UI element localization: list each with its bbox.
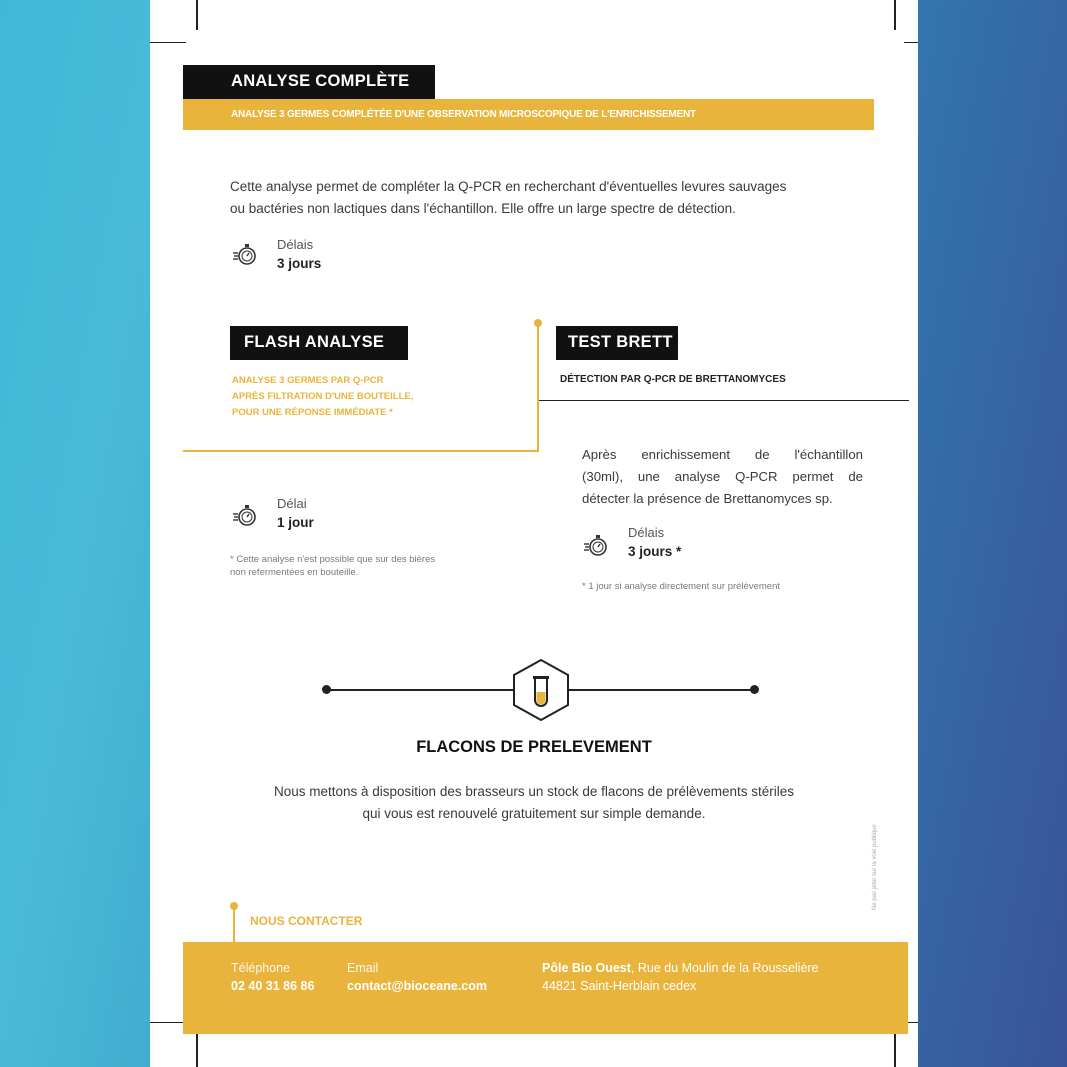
- description-line: ou bactéries non lactiques dans l'échantillon. Elle offre un large spectre de détection.: [230, 201, 736, 216]
- flash-analyse-delay-value: 1 jour: [277, 515, 314, 530]
- crop-mark: [904, 42, 918, 43]
- gold-divider-vertical: [233, 908, 235, 942]
- stopwatch-icon: [583, 532, 609, 558]
- note-line: * Cette analyse n'est possible que sur des bières: [230, 554, 436, 565]
- crop-mark: [196, 1034, 198, 1067]
- flash-analyse-note: [230, 553, 520, 579]
- email-label: Email: [347, 961, 379, 975]
- crop-mark: [150, 42, 186, 43]
- crop-mark: [196, 0, 198, 30]
- crop-mark: [150, 1022, 186, 1023]
- analyse-complete-subtitle: ANALYSE 3 GERMES COMPLÉTÉE D'UNE OBSERVATION MICROSCOPIQUE DE L'ENRICHISSEMENT: [183, 99, 874, 130]
- address-line1: [542, 961, 819, 975]
- analyse-complete-delay-value: 3 jours: [277, 256, 322, 271]
- test-brett-description: [582, 444, 863, 510]
- note-line: non refermentées en bouteille.: [230, 567, 359, 578]
- test-brett-delay-label: Délais: [628, 525, 665, 540]
- gold-divider: [183, 450, 538, 452]
- document-page: [150, 0, 918, 1067]
- analyse-complete-description: [230, 176, 890, 220]
- description-line: Après enrichissement de l'échantillon: [582, 447, 863, 462]
- subtitle-line: POUR UNE RÉPONSE IMMÉDIATE *: [232, 407, 393, 418]
- test-brett-delay-value: 3 jours *: [628, 544, 682, 559]
- flash-analyse-title: FLASH ANALYSE: [230, 326, 408, 360]
- flacons-text: [150, 781, 918, 825]
- analyse-complete-title: ANALYSE COMPLÈTE: [183, 65, 435, 99]
- gold-divider-vertical: [537, 326, 539, 452]
- flash-analyse-subtitle: [232, 373, 492, 421]
- stopwatch-icon: [232, 241, 258, 267]
- gold-dot: [534, 319, 542, 327]
- address-name: Pôle Bio Ouest: [542, 961, 631, 975]
- address-rest: , Rue du Moulin de la Rousselière: [630, 961, 819, 975]
- stopwatch-icon: [232, 502, 258, 528]
- test-brett-title: TEST BRETT: [556, 326, 678, 360]
- subtitle-line: APRÈS FILTRATION D'UNE BOUTEILLE,: [232, 391, 414, 402]
- text-line: qui vous est renouvelé gratuitement sur simple demande.: [362, 806, 706, 821]
- email-value[interactable]: contact@bioceane.com: [347, 979, 488, 993]
- divider-dot: [322, 685, 331, 694]
- phone-label: Téléphone: [231, 961, 291, 975]
- test-brett-note: * 1 jour si analyse directement sur prélèvement: [582, 581, 781, 592]
- analyse-complete-delay-label: Délais: [277, 237, 314, 252]
- test-tube-hexagon-icon: [511, 658, 571, 722]
- contact-heading: NOUS CONTACTER: [250, 914, 363, 928]
- flacons-title: FLACONS DE PRELEVEMENT: [416, 738, 652, 756]
- description-line: Cette analyse permet de compléter la Q-PCR en recherchant d'éventuelles levures sauvages: [230, 179, 787, 194]
- address-line2: 44821 Saint-Herblain cedex: [542, 979, 697, 993]
- divider-dot: [750, 685, 759, 694]
- description-line: détecter la présence de Brettanomyces sp.: [582, 491, 833, 506]
- subtitle-line: ANALYSE 3 GERMES PAR Q-PCR: [232, 375, 384, 386]
- text-line: Nous mettons à disposition des brasseurs un stock de flacons de prélèvements stériles: [273, 784, 794, 799]
- description-line: (30ml), une analyse Q-PCR permet de: [582, 469, 863, 484]
- side-note: Ne pas jeter sur la voie publique: [872, 824, 878, 910]
- contact-footer: [183, 942, 908, 1034]
- black-divider: [539, 400, 909, 401]
- crop-mark: [894, 0, 896, 30]
- phone-value[interactable]: 02 40 31 86 86: [231, 979, 315, 993]
- flash-analyse-delay-label: Délai: [277, 496, 307, 511]
- crop-mark: [894, 1034, 896, 1067]
- test-brett-subtitle: DÉTECTION PAR Q-PCR DE BRETTANOMYCES: [560, 374, 786, 385]
